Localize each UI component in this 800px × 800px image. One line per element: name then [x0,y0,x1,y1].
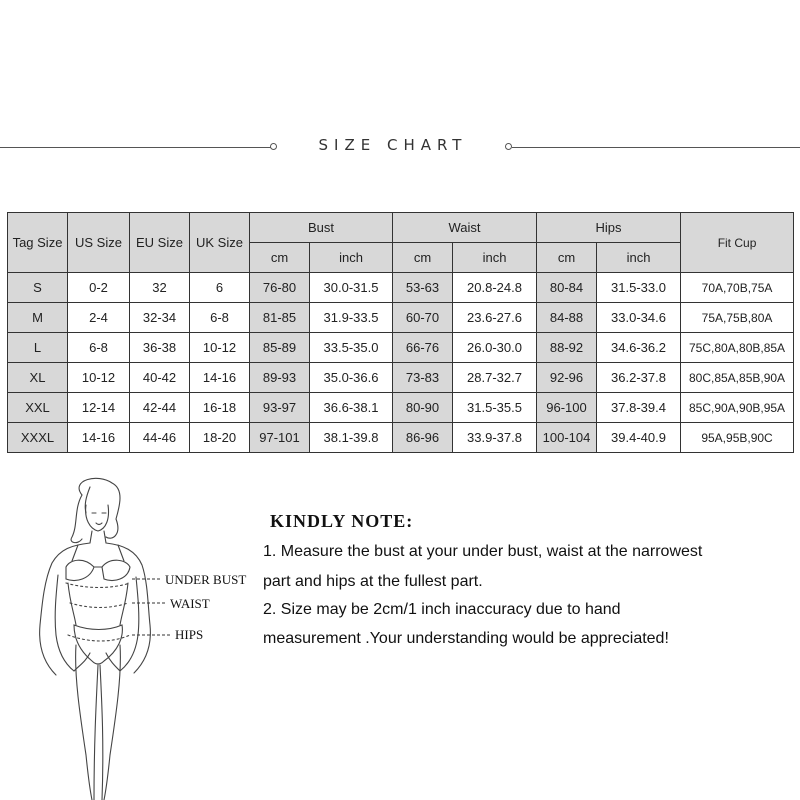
header-hips-inch: inch [597,243,681,273]
cell-hips-inch: 39.4-40.9 [597,423,681,453]
cell-hips-cm: 88-92 [537,333,597,363]
cell-eu-size: 44-46 [130,423,190,453]
cell-waist-cm: 73-83 [393,363,453,393]
table-row [8,393,794,423]
cell-waist-cm: 86-96 [393,423,453,453]
cell-hips-cm: 84-88 [537,303,597,333]
header-waist-cm: cm [393,243,453,273]
cell-bust-inch: 35.0-36.6 [310,363,393,393]
table-row [8,333,794,363]
header-bust-cm: cm [250,243,310,273]
cell-tag-size: M [8,303,68,333]
cell-bust-inch: 38.1-39.8 [310,423,393,453]
cell-hips-cm: 92-96 [537,363,597,393]
header-us-size: US Size [68,213,130,273]
cell-waist-inch: 31.5-35.5 [453,393,537,423]
header-uk-size: UK Size [190,213,250,273]
cell-fit-cup: 75C,80A,80B,85A [681,333,794,363]
cell-fit-cup: 80C,85A,85B,90A [681,363,794,393]
cell-hips-inch: 37.8-39.4 [597,393,681,423]
note-line-4: measurement .Your understanding would be appreciated! [263,630,669,647]
cell-waist-cm: 80-90 [393,393,453,423]
cell-us-size: 0-2 [68,273,130,303]
cell-uk-size: 6 [190,273,250,303]
note-line-1: 1. Measure the bust at your under bust, waist at the narrowest [263,543,703,560]
size-table-body [8,273,794,453]
cell-bust-inch: 30.0-31.5 [310,273,393,303]
note-line-2: part and hips at the fullest part. [263,573,483,590]
cell-bust-inch: 36.6-38.1 [310,393,393,423]
cell-waist-cm: 60-70 [393,303,453,333]
cell-eu-size: 32 [130,273,190,303]
size-table [7,212,794,453]
cell-uk-size: 14-16 [190,363,250,393]
note-line-3: 2. Size may be 2cm/1 inch inaccuracy due to hand [263,601,621,618]
cell-tag-size: XL [8,363,68,393]
under-bust-label: UNDER BUST [165,572,247,587]
cell-hips-cm: 96-100 [537,393,597,423]
table-row [8,363,794,393]
cell-tag-size: XXXL [8,423,68,453]
cell-hips-inch: 31.5-33.0 [597,273,681,303]
table-row [8,273,794,303]
cell-us-size: 12-14 [68,393,130,423]
page-title: SIZE CHART [318,136,468,154]
cell-eu-size: 42-44 [130,393,190,423]
cell-us-size: 6-8 [68,333,130,363]
cell-fit-cup: 75A,75B,80A [681,303,794,333]
cell-bust-cm: 89-93 [250,363,310,393]
cell-eu-size: 32-34 [130,303,190,333]
cell-eu-size: 40-42 [130,363,190,393]
cell-us-size: 14-16 [68,423,130,453]
waist-label: WAIST [170,596,210,611]
header-waist-inch: inch [453,243,537,273]
cell-hips-inch: 36.2-37.8 [597,363,681,393]
cell-fit-cup: 85C,90A,90B,95A [681,393,794,423]
cell-tag-size: XXL [8,393,68,423]
cell-bust-cm: 93-97 [250,393,310,423]
header-tag-size: Tag Size [8,213,68,273]
cell-us-size: 2-4 [68,303,130,333]
cell-fit-cup: 70A,70B,75A [681,273,794,303]
hips-label: HIPS [175,627,204,642]
table-row [8,303,794,333]
header-fit-cup: Fit Cup [681,213,794,273]
cell-uk-size: 6-8 [190,303,250,333]
cell-waist-inch: 26.0-30.0 [453,333,537,363]
cell-waist-inch: 33.9-37.8 [453,423,537,453]
cell-uk-size: 18-20 [190,423,250,453]
note-title: KINDLY NOTE: [270,511,414,531]
header-dot-left [270,143,277,150]
header-divider-left [0,147,272,148]
cell-tag-size: S [8,273,68,303]
cell-uk-size: 16-18 [190,393,250,423]
header-dot-right [505,143,512,150]
cell-waist-cm: 53-63 [393,273,453,303]
size-chart-header [0,130,800,166]
cell-fit-cup: 95A,95B,90C [681,423,794,453]
header-waist: Waist [393,213,537,243]
table-row [8,423,794,453]
cell-bust-inch: 31.9-33.5 [310,303,393,333]
cell-hips-cm: 80-84 [537,273,597,303]
header-hips: Hips [537,213,681,243]
cell-bust-inch: 33.5-35.0 [310,333,393,363]
cell-uk-size: 10-12 [190,333,250,363]
cell-hips-inch: 34.6-36.2 [597,333,681,363]
cell-bust-cm: 97-101 [250,423,310,453]
cell-bust-cm: 81-85 [250,303,310,333]
header-bust-inch: inch [310,243,393,273]
cell-bust-cm: 76-80 [250,273,310,303]
cell-waist-inch: 23.6-27.6 [453,303,537,333]
cell-tag-size: L [8,333,68,363]
cell-us-size: 10-12 [68,363,130,393]
cell-waist-cm: 66-76 [393,333,453,363]
header-bust: Bust [250,213,393,243]
cell-eu-size: 36-38 [130,333,190,363]
cell-hips-inch: 33.0-34.6 [597,303,681,333]
body-sketch-icon [20,475,260,800]
header-divider-right [512,147,800,148]
header-hips-cm: cm [537,243,597,273]
cell-bust-cm: 85-89 [250,333,310,363]
cell-waist-inch: 28.7-32.7 [453,363,537,393]
cell-hips-cm: 100-104 [537,423,597,453]
cell-waist-inch: 20.8-24.8 [453,273,537,303]
header-eu-size: EU Size [130,213,190,273]
measurement-figure [20,475,260,800]
